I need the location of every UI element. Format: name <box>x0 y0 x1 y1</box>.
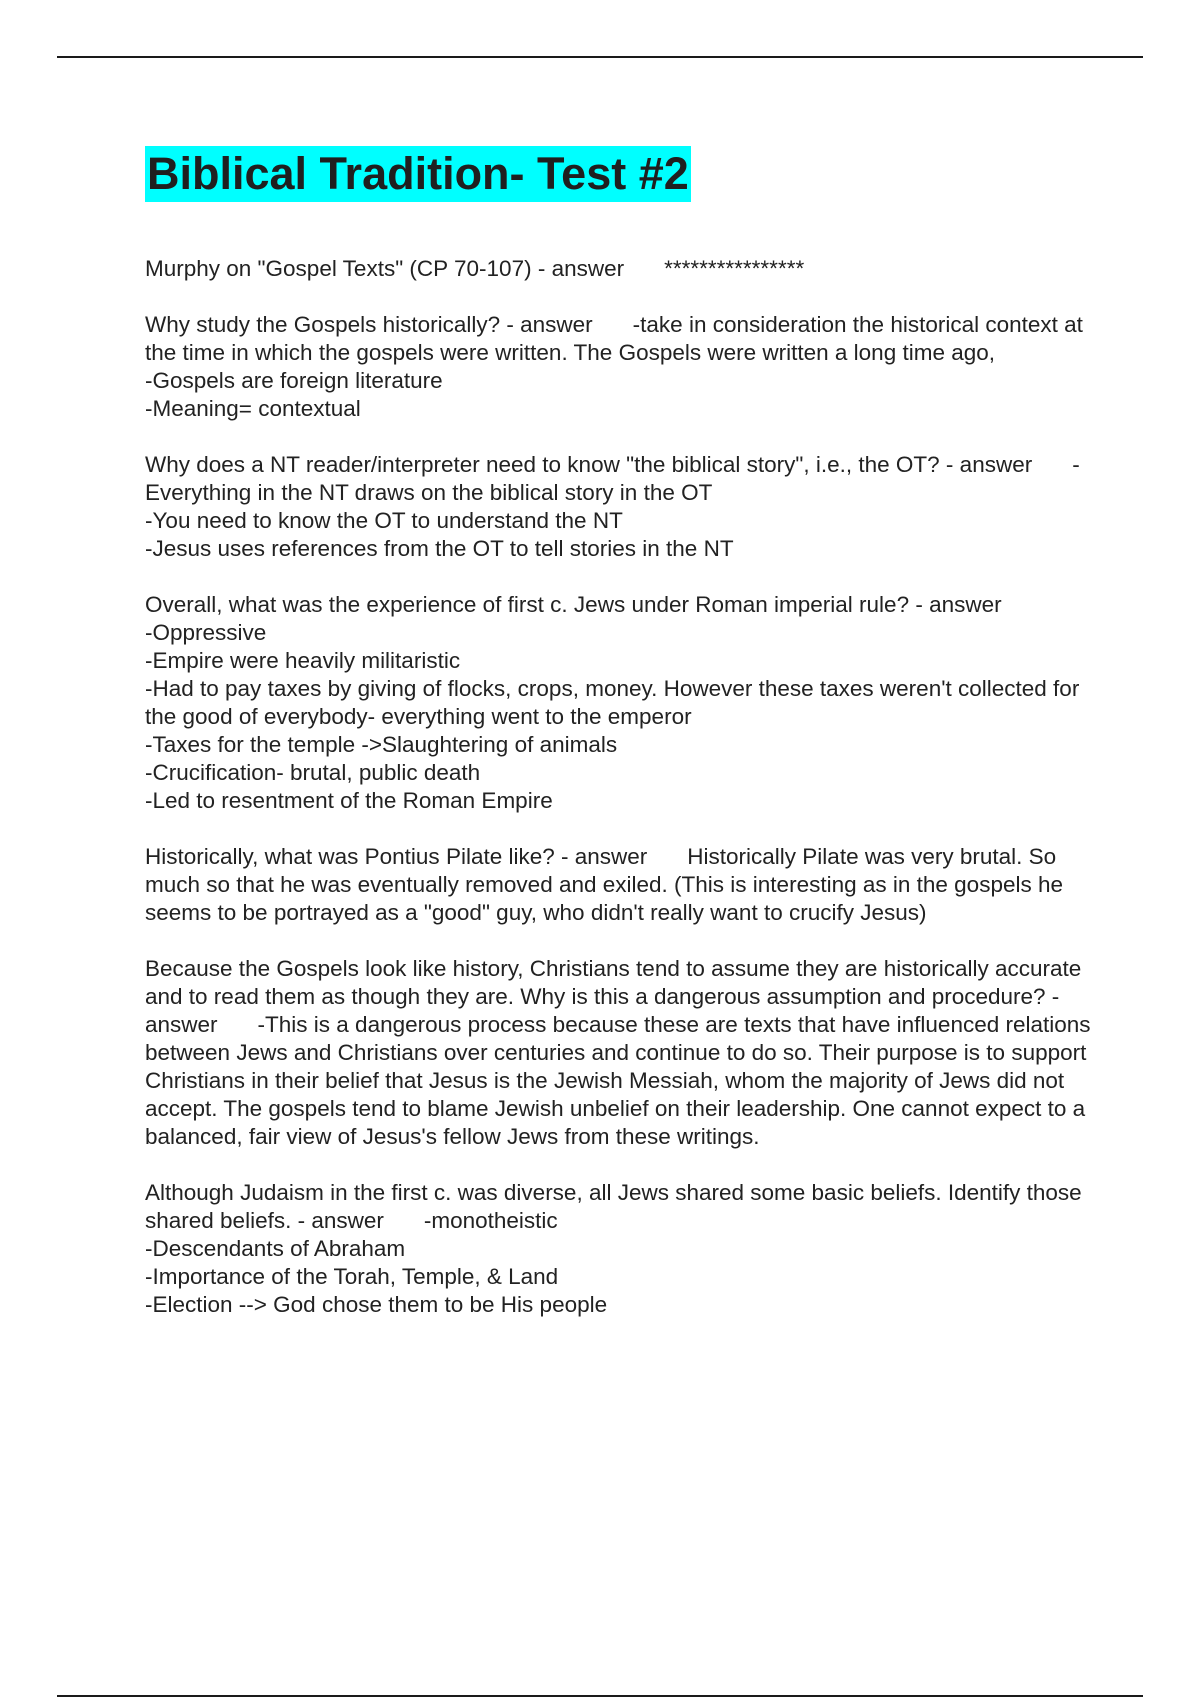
answer-line: -Led to resentment of the Roman Empire <box>145 788 553 813</box>
question-text: Overall, what was the experience of first c. Jews under Roman imperial rule? - answer <box>145 592 1002 617</box>
document-body <box>145 146 1095 1347</box>
answer-line: -Importance of the Torah, Temple, & Land <box>145 1264 559 1289</box>
answer-text: -take in consideration the historical context at the time in which the gospels were written. The Gospels were written a long time ago, <box>145 312 1083 365</box>
qa-entry <box>145 843 1095 927</box>
question-text: Why study the Gospels historically? - answer <box>145 312 593 337</box>
qa-entry <box>145 955 1095 1151</box>
answer-text: -Everything in the NT draws on the biblical story in the OT <box>145 452 1080 505</box>
qa-entry <box>145 451 1095 563</box>
answer-line: -Taxes for the temple ->Slaughtering of animals <box>145 732 618 757</box>
answer-line: -Meaning= contextual <box>145 396 361 421</box>
question-text: Although Judaism in the first c. was diverse, all Jews shared some basic beliefs. Identify those shared beliefs. - answer <box>145 1180 1082 1233</box>
question-text: Why does a NT reader/interpreter need to know "the biblical story", i.e., the OT? - answer <box>145 452 1033 477</box>
bottom-rule <box>57 1695 1143 1697</box>
answer-text: Historically Pilate was very brutal. So much so that he was eventually removed and exiled. (This is interesting as in the gospels he seems to be portrayed as a "good" guy, who didn't really want to crucify Jesus) <box>145 844 1063 925</box>
qa-list <box>145 255 1095 1319</box>
qa-entry <box>145 255 1095 283</box>
question-text: Murphy on "Gospel Texts" (CP 70-107) - answer <box>145 256 625 281</box>
answer-line: -You need to know the OT to understand the NT <box>145 508 623 533</box>
question-text: Because the Gospels look like history, Christians tend to assume they are historically accurate and to read them as though they are. Why is this a dangerous assumption and procedure? - answer <box>145 956 1082 1037</box>
answer-line: -Oppressive <box>145 620 267 645</box>
answer-line: -Descendants of Abraham <box>145 1236 406 1261</box>
qa-entry <box>145 1179 1095 1319</box>
document-title: Biblical Tradition- Test #2 <box>145 146 691 202</box>
qa-entry <box>145 311 1095 423</box>
top-rule <box>57 56 1143 58</box>
answer-line: -Election --> God chose them to be His people <box>145 1292 608 1317</box>
answer-text: **************** <box>664 256 805 281</box>
question-text: Historically, what was Pontius Pilate like? - answer <box>145 844 648 869</box>
answer-line: -Crucification- brutal, public death <box>145 760 481 785</box>
qa-entry <box>145 591 1095 815</box>
answer-text: -This is a dangerous process because these are texts that have influenced relations between Jews and Christians over centuries and continue to do so. Their purpose is to support Christians in their belief that Jesus is the Jewish Messiah, whom the majority of Jews did not accept. The gospels tend to blame Jewish unbelief on their leadership. One cannot expect to a balanced, fair view of Jesus's fellow Jews from these writings. <box>145 1012 1091 1149</box>
answer-line: -Had to pay taxes by giving of flocks, crops, money. However these taxes weren't collected for the good of everybody- everything went to the emperor <box>145 676 1080 729</box>
answer-text: -monotheistic <box>423 1208 558 1233</box>
answer-line: -Jesus uses references from the OT to tell stories in the NT <box>145 536 734 561</box>
answer-line: -Gospels are foreign literature <box>145 368 443 393</box>
answer-line: -Empire were heavily militaristic <box>145 648 461 673</box>
